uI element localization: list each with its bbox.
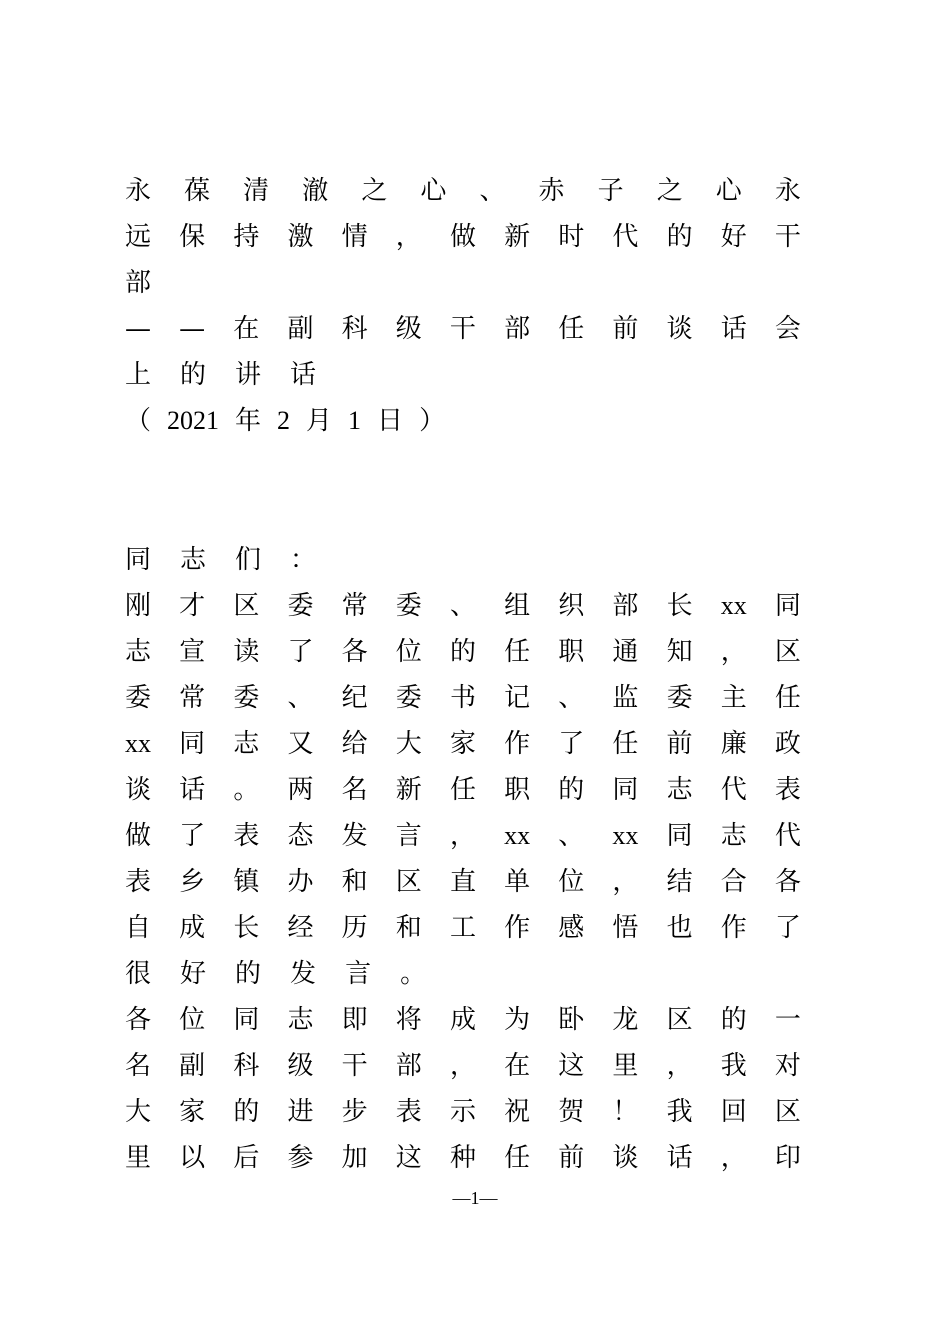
speech-date [125,398,801,444]
glyph: 后 [233,1143,260,1173]
glyph: 部 [504,314,531,344]
glyph: 各 [774,867,801,897]
glyph: 经 [287,913,314,943]
glyph: 里 [125,1143,152,1173]
glyph: 年 [235,406,262,436]
glyph: 记 [504,683,531,713]
glyph: 廉 [720,729,747,759]
glyph: ， [612,867,639,897]
glyph: 话 [290,360,317,390]
glyph: 副 [287,314,314,344]
glyph: 各 [341,637,368,667]
glyph: 位 [179,1005,206,1035]
glyph: 言 [345,959,372,989]
glyph: xx [720,591,747,620]
glyph: 谈 [612,1143,639,1173]
glyph: 书 [449,683,476,713]
glyph: — [179,314,206,344]
glyph: 将 [395,1005,422,1035]
glyph: 步 [341,1097,368,1127]
glyph: 的 [558,775,585,805]
body-line [125,859,801,905]
glyph: 月 [306,406,333,436]
glyph: 会 [774,314,801,344]
glyph: 的 [235,959,262,989]
glyph: 主 [720,683,747,713]
glyph: 办 [287,867,314,897]
glyph: 任 [612,729,639,759]
glyph: 了 [774,913,801,943]
glyph: 表 [395,1097,422,1127]
glyph: 了 [179,821,206,851]
glyph: 、 [287,683,314,713]
glyph: 示 [449,1097,476,1127]
glyph: 葆 [184,176,211,206]
title-line [125,214,801,260]
glyph: 刚 [125,591,152,621]
glyph: 祝 [504,1097,531,1127]
glyph: 情 [341,222,368,252]
glyph: 这 [558,1051,585,1081]
glyph: 读 [233,637,260,667]
salutation [125,537,801,583]
glyph: 名 [341,775,368,805]
glyph: 干 [774,222,801,252]
glyph: 作 [720,913,747,943]
glyph: 志 [233,729,260,759]
body-line [125,721,801,767]
body-line [125,997,801,1043]
glyph: 纪 [341,683,368,713]
speech-body [125,537,801,1181]
glyph: 话 [666,1143,693,1173]
glyph: 两 [287,775,314,805]
glyph: 任 [558,314,585,344]
glyph: 合 [720,867,747,897]
glyph: 了 [287,637,314,667]
glyph: 赤 [538,176,565,206]
glyph: 委 [125,683,152,713]
body-line [125,767,801,813]
glyph: 任 [449,775,476,805]
title-line [125,168,801,214]
glyph: 龙 [612,1005,639,1035]
glyph: 自 [125,913,152,943]
glyph: 区 [233,591,260,621]
glyph: 发 [290,959,317,989]
glyph: 同 [125,545,152,575]
glyph: 、 [558,821,585,851]
glyph: 前 [666,729,693,759]
glyph: 直 [449,867,476,897]
glyph: 大 [395,729,422,759]
glyph: 同 [666,821,693,851]
glyph: 的 [449,637,476,667]
glyph: 位 [395,637,422,667]
body-line [125,951,801,997]
glyph: 发 [341,821,368,851]
glyph: 志 [287,1005,314,1035]
glyph: 家 [449,729,476,759]
glyph: 澈 [302,176,329,206]
glyph: 讲 [235,360,262,390]
glyph: 结 [666,867,693,897]
glyph: ！ [612,1097,639,1127]
glyph: 历 [341,913,368,943]
glyph: 任 [504,1143,531,1173]
glyph: ， [449,821,476,851]
glyph: 永 [774,176,801,206]
glyph: 代 [720,775,747,805]
glyph: 上 [125,360,152,390]
glyph: 好 [720,222,747,252]
body-line [125,675,801,721]
glyph: 里 [612,1051,639,1081]
glyph: 同 [612,775,639,805]
glyph: 谈 [666,314,693,344]
glyph: 前 [612,314,639,344]
glyph: 卧 [558,1005,585,1035]
glyph: 成 [449,1005,476,1035]
glyph: 名 [125,1051,152,1081]
glyph: 常 [179,683,206,713]
title-line [125,260,801,306]
glyph: 各 [125,1005,152,1035]
glyph: 干 [449,314,476,344]
glyph: 部 [125,268,152,298]
body-line [125,1043,801,1089]
glyph: 委 [233,683,260,713]
glyph: 我 [720,1051,747,1081]
glyph: 做 [125,821,152,851]
glyph: — [125,314,151,344]
glyph: 委 [395,683,422,713]
body-line [125,905,801,951]
glyph: 2021 [167,406,220,435]
speech-title-block [125,168,801,444]
glyph: 悟 [612,913,639,943]
glyph: ， [720,1143,747,1173]
glyph: 表 [125,867,152,897]
glyph: 监 [612,683,639,713]
glyph: 级 [395,314,422,344]
glyph: 之 [656,176,683,206]
body-line [125,583,801,629]
glyph: 科 [233,1051,260,1081]
glyph: 镇 [233,867,260,897]
glyph: 参 [287,1143,314,1173]
glyph: 话 [179,775,206,805]
glyph: 宣 [179,637,206,667]
glyph: （ [125,406,152,436]
glyph: 、 [558,683,585,713]
glyph: 表 [774,775,801,805]
body-line [125,629,801,675]
subtitle-line [125,352,801,398]
glyph: 。 [233,775,260,805]
glyph: 保 [179,222,206,252]
glyph: 任 [774,683,801,713]
glyph: 和 [341,867,368,897]
glyph: 了 [558,729,585,759]
body-line [125,1089,801,1135]
glyph: 清 [243,176,270,206]
glyph: 即 [341,1005,368,1035]
glyph: 日 [377,406,404,436]
glyph: 心 [715,176,742,206]
glyph: 新 [395,775,422,805]
glyph: 以 [179,1143,206,1173]
glyph: ， [720,637,747,667]
glyph: 委 [395,591,422,621]
glyph: 谈 [125,775,152,805]
glyph: 言 [395,821,422,851]
glyph: 科 [341,314,368,344]
glyph: 干 [341,1051,368,1081]
glyph: 志 [125,637,152,667]
glyph: 职 [558,637,585,667]
glyph: 职 [504,775,531,805]
subtitle-line [125,306,801,352]
glyph: 区 [666,1005,693,1035]
glyph: 新 [504,222,531,252]
glyph: 态 [287,821,314,851]
glyph: 前 [558,1143,585,1173]
glyph: 在 [233,314,260,344]
glyph: 同 [179,729,206,759]
glyph: 委 [666,683,693,713]
glyph: 长 [233,913,260,943]
glyph: 永 [125,176,152,206]
glyph: 很 [125,959,152,989]
glyph: 加 [341,1143,368,1173]
glyph: 的 [180,360,207,390]
glyph: 又 [287,729,314,759]
glyph: 长 [666,591,693,621]
glyph: 大 [125,1097,152,1127]
glyph: 、 [479,176,506,206]
glyph: 对 [774,1051,801,1081]
glyph: ） [419,406,446,436]
glyph: 也 [666,913,693,943]
glyph: 的 [666,222,693,252]
glyph: 同 [233,1005,260,1035]
glyph: 委 [287,591,314,621]
glyph: 代 [774,821,801,851]
glyph: 感 [558,913,585,943]
glyph: 1 [348,406,362,435]
glyph: xx [125,729,151,758]
glyph: 任 [504,637,531,667]
glyph: 好 [180,959,207,989]
glyph: 做 [449,222,476,252]
glyph: 种 [449,1143,476,1173]
glyph: 子 [597,176,624,206]
glyph: 组 [504,591,531,621]
glyph: 远 [125,222,152,252]
glyph: 之 [361,176,388,206]
glyph: 一 [774,1005,801,1035]
glyph: 在 [504,1051,531,1081]
page-number: —1— [452,1188,498,1208]
glyph: 作 [504,729,531,759]
glyph: 印 [774,1143,801,1173]
glyph: 乡 [179,867,206,897]
glyph: 时 [558,222,585,252]
glyph: 家 [179,1097,206,1127]
glyph: 持 [233,222,260,252]
glyph: 工 [449,913,476,943]
glyph: 才 [179,591,206,621]
glyph: 副 [179,1051,206,1081]
glyph: 志 [180,545,207,575]
glyph: 。 [400,959,427,989]
glyph: 级 [287,1051,314,1081]
glyph: 区 [774,637,801,667]
glyph: 的 [720,1005,747,1035]
body-line [125,1135,801,1181]
glyph: xx [504,821,531,850]
glyph: 2 [277,406,291,435]
glyph: 、 [449,591,476,621]
glyph: xx [612,821,639,850]
glyph: 部 [612,591,639,621]
glyph: 政 [774,729,801,759]
glyph: 作 [504,913,531,943]
glyph: 成 [179,913,206,943]
glyph: 和 [395,913,422,943]
glyph: ， [395,222,422,252]
glyph: 志 [666,775,693,805]
glyph: ， [449,1051,476,1081]
glyph: 进 [287,1097,314,1127]
glyph: 激 [287,222,314,252]
glyph: 为 [504,1005,531,1035]
glyph: 知 [666,637,693,667]
glyph: 常 [341,591,368,621]
glyph: 贺 [558,1097,585,1127]
glyph: 的 [233,1097,260,1127]
glyph: 话 [720,314,747,344]
glyph: 给 [341,729,368,759]
glyph: 志 [720,821,747,851]
glyph: 区 [395,867,422,897]
glyph: 代 [612,222,639,252]
glyph: 区 [774,1097,801,1127]
glyph: 我 [666,1097,693,1127]
glyph: 这 [395,1143,422,1173]
glyph: 回 [720,1097,747,1127]
glyph: 部 [395,1051,422,1081]
glyph: 们 [235,545,262,575]
glyph: 单 [504,867,531,897]
glyph: 通 [612,637,639,667]
glyph: 织 [558,591,585,621]
glyph: 位 [558,867,585,897]
glyph: 表 [233,821,260,851]
body-line [125,813,801,859]
glyph: 同 [774,591,801,621]
glyph: 心 [420,176,447,206]
glyph: ， [666,1051,693,1081]
glyph: ： [290,545,317,575]
